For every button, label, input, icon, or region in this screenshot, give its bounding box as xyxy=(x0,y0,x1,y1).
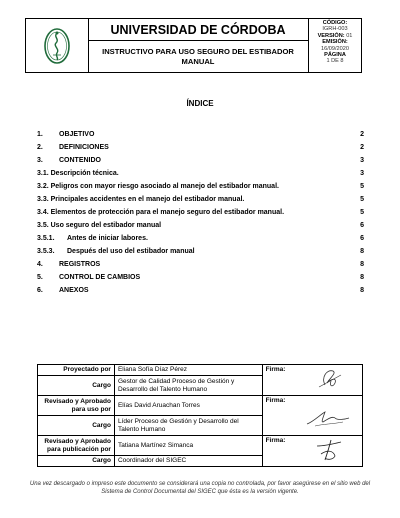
toc-number: 4. xyxy=(37,261,43,268)
toc-item[interactable] xyxy=(37,129,364,140)
document-title: UNIVERSIDAD DE CÓRDOBA xyxy=(88,19,309,41)
toc-page: 2 xyxy=(360,144,364,151)
toc-number: 2. xyxy=(37,144,43,151)
toc-item[interactable] xyxy=(37,194,364,205)
toc-text: 3.2. Peligros con mayor riesgo asociado al manejo del estibador manual. xyxy=(37,183,279,190)
toc-page: 3 xyxy=(360,157,364,164)
toc-text: 3.1. Descripción técnica. xyxy=(37,170,119,177)
projected-label: Proyectado por xyxy=(38,365,115,376)
toc-text: REGISTROS xyxy=(59,261,101,268)
toc-number: 3.5.3. xyxy=(37,248,55,255)
reviewed-use-name: Elías David Aruachan Torres xyxy=(114,396,262,416)
toc-page: 2 xyxy=(360,131,364,138)
toc-page: 5 xyxy=(360,209,364,216)
toc-text: CONTENIDO xyxy=(59,157,101,164)
charge-label: Cargo xyxy=(38,456,115,467)
table-row xyxy=(38,396,363,416)
toc-number: 3. xyxy=(37,157,43,164)
code-label: CÓDIGO: xyxy=(322,20,348,26)
signature-1 xyxy=(311,367,351,389)
reviewed-pub-label: Revisado y Aprobado para publicación por xyxy=(38,436,115,456)
signature-2 xyxy=(303,408,353,430)
document-subtitle: INSTRUCTIVO PARA USO SEGURO DEL ESTIBADOR MANUAL xyxy=(88,41,309,72)
document-control-info xyxy=(309,19,361,73)
toc-page: 6 xyxy=(360,222,364,229)
toc-item[interactable] xyxy=(37,233,364,244)
toc-page: 8 xyxy=(360,261,364,268)
index-title: ÍNDICE xyxy=(186,99,214,108)
toc-item[interactable] xyxy=(37,220,364,231)
toc-item[interactable] xyxy=(37,285,364,296)
signature-3 xyxy=(311,438,351,464)
table-row xyxy=(38,365,363,376)
toc-text: Antes de iniciar labores. xyxy=(67,235,148,242)
toc-number: 6. xyxy=(37,287,43,294)
projected-charge: Gestor de Calidad Proceso de Gestión y Desarrollo del Talento Humano xyxy=(114,376,262,396)
signature-label: Firma: xyxy=(265,437,286,444)
toc-item[interactable] xyxy=(37,246,364,257)
toc-text: ANEXOS xyxy=(59,287,89,294)
toc-text: OBJETIVO xyxy=(59,131,95,138)
toc-number: 1. xyxy=(37,131,43,138)
projected-name: Eliana Sofía Díaz Pérez xyxy=(114,365,262,376)
reviewed-pub-charge: Coordinador del SIGEC xyxy=(114,456,262,467)
charge-label: Cargo xyxy=(38,416,115,436)
toc-text: 3.3. Principales accidentes en el manejo del estibador manual. xyxy=(37,196,245,203)
signature-label: Firma: xyxy=(265,397,286,404)
document-header xyxy=(25,18,362,73)
toc-item[interactable] xyxy=(37,168,364,179)
toc-page: 5 xyxy=(360,183,364,190)
toc-page: 8 xyxy=(360,248,364,255)
toc-text: CONTROL DE CAMBIOS xyxy=(59,274,141,281)
toc-item[interactable] xyxy=(37,155,364,166)
toc-page: 5 xyxy=(360,196,364,203)
footer-disclaimer: Una vez descargado o impreso este documento se considerará una copia no controlada, por favor asegúrese en el sitio web del Sistema de Control Documental del SIGEC que ésta es la versión vigente. xyxy=(29,481,371,495)
code-value: IGRH-003 xyxy=(322,26,348,33)
toc-item[interactable] xyxy=(37,181,364,192)
toc-item[interactable] xyxy=(37,272,364,283)
toc-page: 8 xyxy=(360,274,364,281)
toc-item[interactable] xyxy=(37,259,364,270)
table-row xyxy=(38,436,363,456)
version-label: VERSIÓN: xyxy=(317,32,345,39)
toc-text: DEFINICIONES xyxy=(59,144,109,151)
reviewed-use-charge: Líder Proceso de Gestión y Desarrollo del Talento Humano xyxy=(114,416,262,436)
toc-page: 3 xyxy=(360,170,364,177)
toc-text: Después del uso del estibador manual xyxy=(67,248,195,255)
toc-item[interactable] xyxy=(37,142,364,153)
toc-text: 3.5. Uso seguro del estibador manual xyxy=(37,222,162,229)
signature-cell xyxy=(262,396,362,436)
signature-cell xyxy=(262,365,362,396)
page-value: 1 DE 8 xyxy=(326,58,344,65)
reviewed-use-label: Revisado y Aprobado para uso por xyxy=(38,396,115,416)
version-value: 01 xyxy=(346,32,353,39)
page-label: PÁGINA xyxy=(324,52,346,59)
approval-table xyxy=(37,364,363,467)
signature-label: Firma: xyxy=(265,366,286,373)
signature-cell xyxy=(262,436,362,467)
toc-item[interactable] xyxy=(37,207,364,218)
toc-number: 5. xyxy=(37,274,43,281)
toc-text: 3.4. Elementos de protección para el manejo seguro del estibador manual. xyxy=(37,209,285,216)
emission-label: EMISIÓN: xyxy=(322,39,348,46)
reviewed-pub-name: Tatiana Martínez Simanca xyxy=(114,436,262,456)
toc-page: 8 xyxy=(360,287,364,294)
toc-number: 3.5.1. xyxy=(37,235,55,242)
emission-value: 16/09/2020 xyxy=(321,45,349,52)
toc-page: 6 xyxy=(360,235,364,242)
charge-label: Cargo xyxy=(38,376,115,396)
university-logo xyxy=(26,19,89,72)
